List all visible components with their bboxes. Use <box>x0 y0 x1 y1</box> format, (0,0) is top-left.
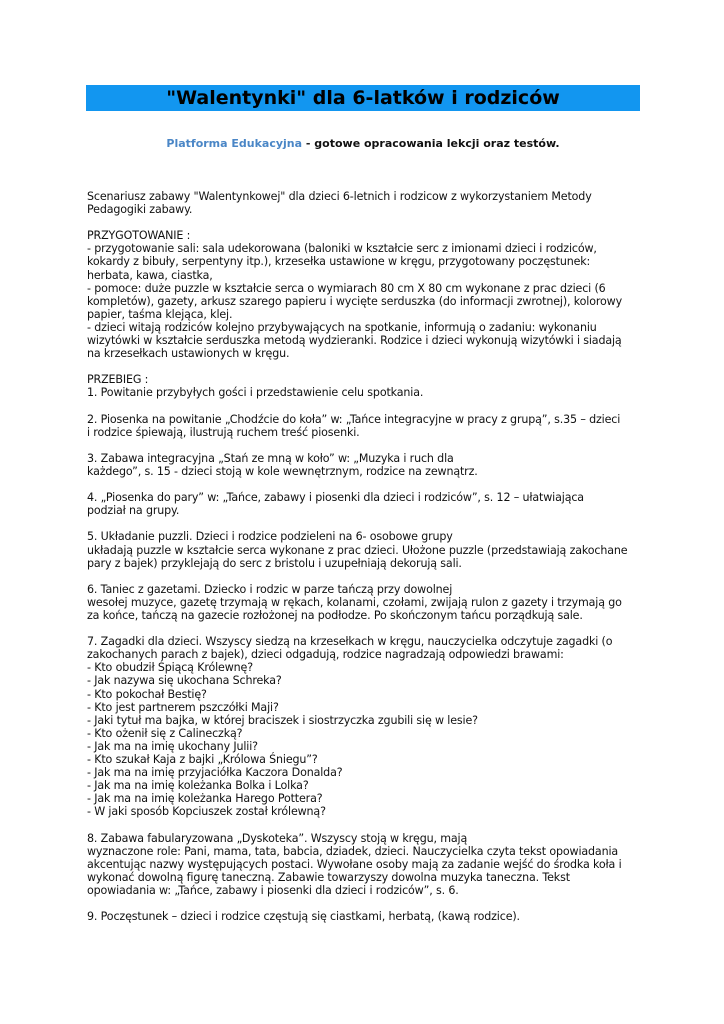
text-line: kompletów), gazety, arkusz szarego papieru i wycięte serduszka (do informacji zwrotnej), kolorowy <box>87 294 622 308</box>
text-line: akcentując nazwy występujących postaci. Wywołane osoby mają za zadanie wejść do środka koła i <box>87 857 622 871</box>
step-4 <box>87 491 639 517</box>
text-line: za końce, tańczą na gazecie rozłożonej na podłodze. Po skończonym tańcu porządkują sale. <box>87 609 583 622</box>
text-line: kokardy z bibuły, serpentyny itp.), krzesełka ustawione w kręgu, przygotowany poczęstunek: <box>87 255 591 269</box>
step-1 <box>87 386 639 399</box>
text-line: 6. Taniec z gazetami. Dziecko i rodzic w parze tańczą przy dowolnej <box>87 582 453 596</box>
platform-link[interactable]: Platforma Edukacyjna <box>166 137 303 150</box>
text-line: 4. „Piosenka do pary” w: „Tańce, zabawy i piosenki dla dzieci i rodziców”, s. 12 – ułatwiająca <box>87 491 584 505</box>
text-line: wyznaczone role: Pani, mama, tata, babcia, dziadek, dzieci. Nauczycielka czyta tekst opowiadania <box>87 844 619 858</box>
step-5 <box>87 530 639 569</box>
title-bar <box>86 85 640 111</box>
subtitle-text: gotowe opracowania lekcji oraz testów. <box>314 137 560 150</box>
text-line: Scenariusz zabawy "Walentynkowej" dla dzieci 6-letnich i rodzicow z wykorzystaniem Metody <box>87 190 592 203</box>
text-line: wykonać dowolną figurę taneczną. Zabawie towarzyszy dowolna muzyka taneczna. Tekst <box>87 870 570 884</box>
text-line: - W jaki sposób Kopciuszek został królewną? <box>87 805 326 819</box>
text-line: - Kto obudził Śpiącą Królewnę? <box>87 661 253 675</box>
text-line: - Kto pokochał Bestię? <box>87 687 207 701</box>
text-line: - Jak ma na imię koleżanka Harego Pottera? <box>87 792 323 806</box>
text-line: każdego”, s. 15 - dzieci stoją w kole wewnętrznym, rodzice na zewnątrz. <box>87 464 478 478</box>
text-line: 3. Zabawa integracyjna „Stań ze mną w koło” w: „Muzyka i ruch dla <box>87 451 454 465</box>
text-line: - Kto szukał Kaja z bajki „Królowa Śniegu”? <box>87 753 318 767</box>
subtitle <box>86 137 640 150</box>
text-line: - pomoce: duże puzzle w kształcie serca o wymiarach 80 cm X 80 cm wykonane z prac dzieci (6 <box>87 281 606 295</box>
text-line: 8. Zabawa fabularyzowana „Dyskoteka”. Wszyscy stoją w kręgu, mają <box>87 831 468 845</box>
text-line: układają puzzle w kształcie serca wykonane z prac dzieci. Ułożone puzzle (przedstawiają zakochane <box>87 543 628 557</box>
text-line: 2. Piosenka na powitanie „Chodźcie do koła” w: „Tańce integracyjne w pracy z grupą”, s.35 – dzieci <box>87 412 621 426</box>
text-line: wesołej muzyce, gazetę trzymają w rękach, kolanami, czołami, zwijają rulon z gazety i trzymają go <box>87 595 622 609</box>
step-8 <box>87 832 639 897</box>
text-line: herbata, kawa, ciastka, <box>87 268 213 282</box>
text-line: - przygotowanie sali: sala udekorowana (baloniki w kształcie serc z imionami dzieci i rodziców, <box>87 242 597 256</box>
text-line: 9. Poczęstunek – dzieci i rodzice częstują się ciastkami, herbatą, (kawą rodzice). <box>87 910 520 924</box>
text-line: i rodzice śpiewają, ilustrują ruchem treść piosenki. <box>87 425 360 439</box>
text-line: Pedagogiki zabawy. <box>87 203 193 217</box>
text-line: - Jaki tytuł ma bajka, w której braciszek i siostrzyczka zgubili się w lesie? <box>87 713 478 727</box>
step-3 <box>87 452 639 478</box>
text-line: 7. Zagadki dla dzieci. Wszyscy siedzą na krzesełkach w kręgu, nauczycielka odczytuje zagadki (o <box>87 635 613 649</box>
subtitle-separator: - <box>302 137 315 150</box>
step-7-riddles <box>87 635 639 818</box>
text-line: - Kto jest partnerem pszczółki Maji? <box>87 700 279 714</box>
text-line: - Jak ma na imię przyjaciółka Kaczora Donalda? <box>87 766 343 780</box>
text-line: - Kto ożenił się z Calineczką? <box>87 726 243 740</box>
preparation-heading: PRZYGOTOWANIE : <box>87 229 191 243</box>
text-line: - Jak nazywa się ukochana Schreka? <box>87 674 282 688</box>
text-line: wizytówki w kształcie serduszka metodą wydzieranki. Rodzice i dzieci wykonują wizytówki i siadają <box>87 334 622 348</box>
text-line: podział na grupy. <box>87 504 180 518</box>
intro-paragraph <box>87 190 639 216</box>
text-line: - Jak ma na imię koleżanka Bolka i Lolka? <box>87 779 309 793</box>
text-line: - Jak ma na imię ukochany Julii? <box>87 739 258 753</box>
document-body <box>87 190 639 923</box>
preparation-list <box>87 242 639 360</box>
text-line: 5. Układanie puzzli. Dzieci i rodzice podzieleni na 6- osobowe grupy <box>87 530 453 544</box>
text-line: zakochanych parach z bajek), dzieci odgadują, rodzice nagradzają odpowiedzi brawami: <box>87 648 564 662</box>
text-line: - dzieci witają rodziców kolejno przybywających na spotkanie, informują o zadaniu: wykonaniu <box>87 320 597 334</box>
text-line: papier, taśma klejąca, klej. <box>87 307 233 321</box>
step-9 <box>87 910 639 923</box>
text-line: 1. Powitanie przybyłych gości i przedstawienie celu spotkania. <box>87 386 424 400</box>
text-line: na krzesełkach ustawionych w kręgu. <box>87 347 290 361</box>
page-title: "Walentynki" dla 6-latków i rodziców <box>166 87 560 109</box>
text-line: opowiadania w: „Tańce, zabawy i piosenki dla dzieci i rodziców”, s. 6. <box>87 883 459 897</box>
course-heading: PRZEBIEG : <box>87 373 149 387</box>
text-line: pary z bajek) przyklejają do serc z bristolu i uzupełniają dekorują sali. <box>87 556 462 570</box>
step-2 <box>87 413 639 439</box>
step-6 <box>87 583 639 622</box>
